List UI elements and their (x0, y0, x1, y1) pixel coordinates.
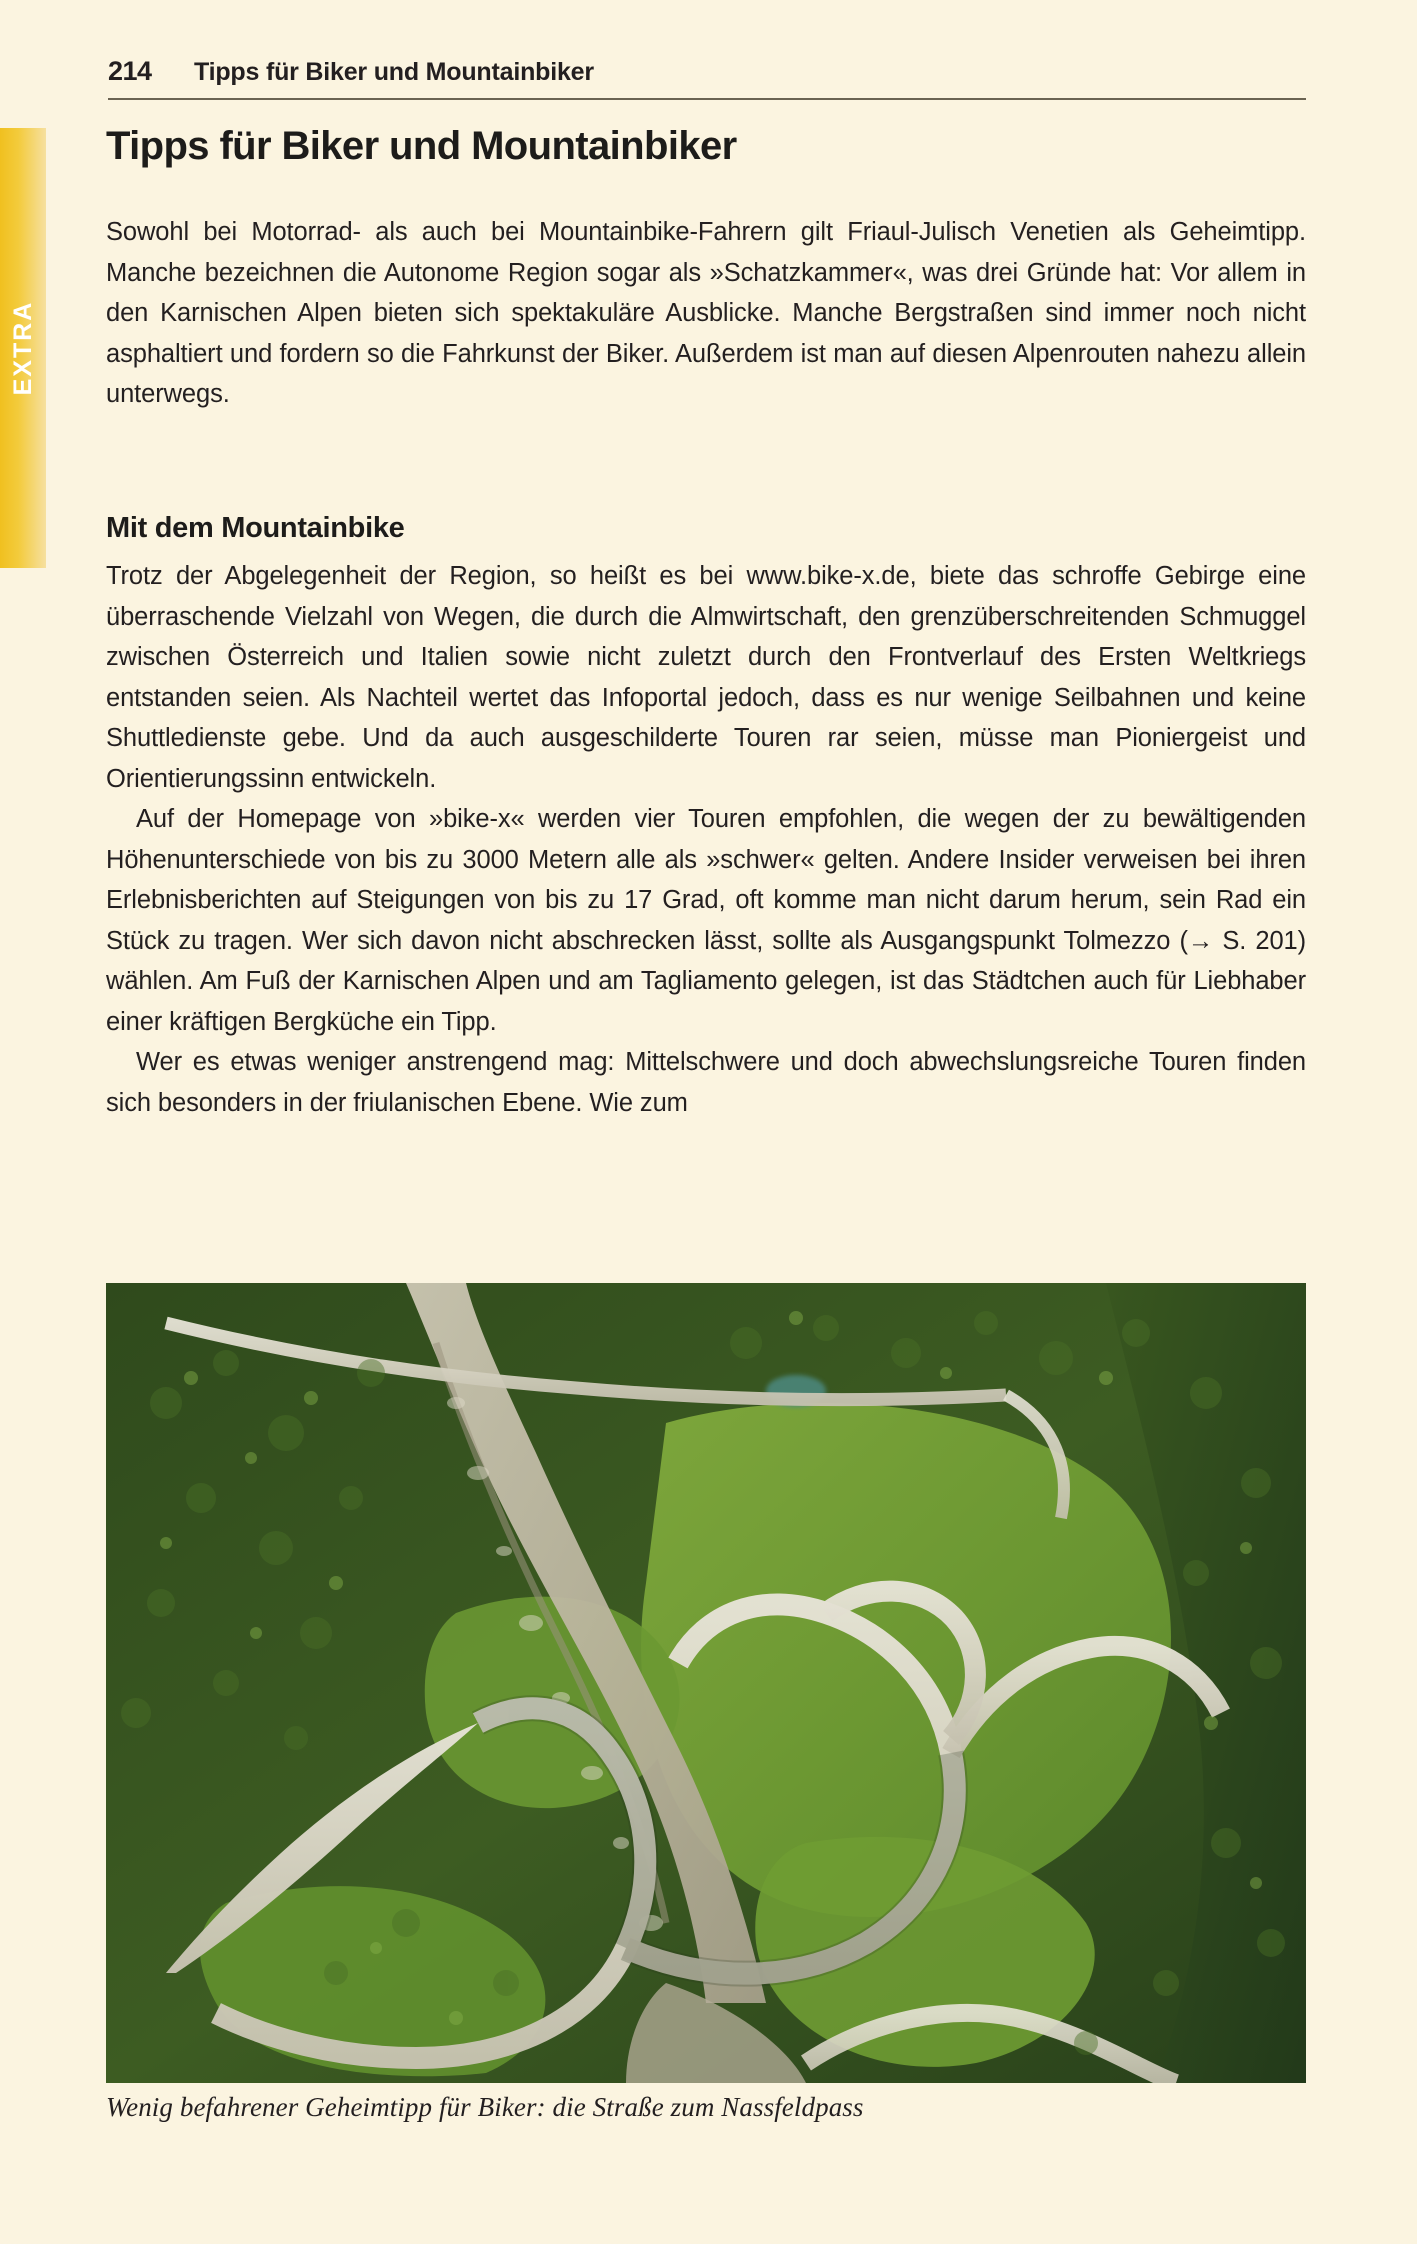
mountainbike-text-block (106, 556, 1306, 1123)
page-title: Tipps für Biker und Mountainbiker (106, 124, 737, 168)
paragraph: Wer es etwas weniger anstrengend mag: Mittelschwere und doch abwechslungsreiche Touren finden sich besonders in der friulanischen Ebene. Wie zum (106, 1048, 1306, 1117)
running-header-title: Tipps für Biker und Mountainbiker (194, 58, 594, 86)
photo-illustration (106, 1283, 1306, 2083)
paragraph: Sowohl bei Motorrad- als auch bei Mountainbike-Fahrern gilt Friaul-Julisch Venetien als Geheimtipp. Manche bezeichnen die Autonome Region sogar als »Schatzkammer«, was drei Gründe hat: Vor allem in den Karnischen Alpen bieten sich spektakuläre Ausblicke. Manche Bergstraßen sind immer noch nicht asphaltiert und fordern so die Fahrkunst der Biker. Außerdem ist man auf diesen Alpenrouten nahezu allein unterwegs. (106, 218, 1306, 408)
aerial-hairpin-road-photo (106, 1283, 1306, 2083)
intro-paragraph-block (106, 212, 1306, 415)
header-divider (108, 98, 1306, 100)
photo-canvas (106, 1283, 1306, 2083)
page-number: 214 (108, 56, 152, 86)
paragraph: Auf der Homepage von »bike-x« werden vier Touren empfohlen, die wegen der zu bewältigenden Höhenunterschiede von bis zu 3000 Metern alle als »schwer« gelten. Andere Insider verweisen bei ihren Erlebnisberichten auf Steigungen von bis zu 17 Grad, oft komme man nicht darum herum, sein Rad ein Stück zu tragen. Wer sich davon nicht abschrecken lässt, sollte als Ausgangspunkt Tolmezzo (→ S. 201) wählen. Am Fuß der Karnischen Alpen und am Tagliamento gelegen, ist das Städtchen auch für Liebhaber einer kräftigen Bergküche ein Tipp. (106, 805, 1306, 1036)
running-header (108, 56, 1304, 87)
extra-sidebar-tab (0, 128, 46, 568)
extra-tab-label: EXTRA (8, 300, 37, 396)
section-heading-mountainbike: Mit dem Mountainbike (106, 512, 405, 544)
photo-caption: Wenig befahrener Geheimtipp für Biker: die Straße zum Nassfeldpass (106, 2092, 864, 2122)
paragraph: Trotz der Abgelegenheit der Region, so heißt es bei www.bike-x.de, biete das schroffe Gebirge eine überraschende Vielzahl von Wegen, die durch die Almwirtschaft, den grenzüberschreitenden Schmuggel zwischen Österreich und Italien sowie nicht zuletzt durch den Frontverlauf des Ersten Weltkriegs entstanden seien. Als Nachteil wertet das Infoportal jedoch, dass es nur wenige Seilbahnen und keine Shuttledienste gebe. Und da auch ausgeschilderte Touren rar seien, müsse man Pioniergeist und Orientierungssinn entwickeln. (106, 562, 1306, 793)
